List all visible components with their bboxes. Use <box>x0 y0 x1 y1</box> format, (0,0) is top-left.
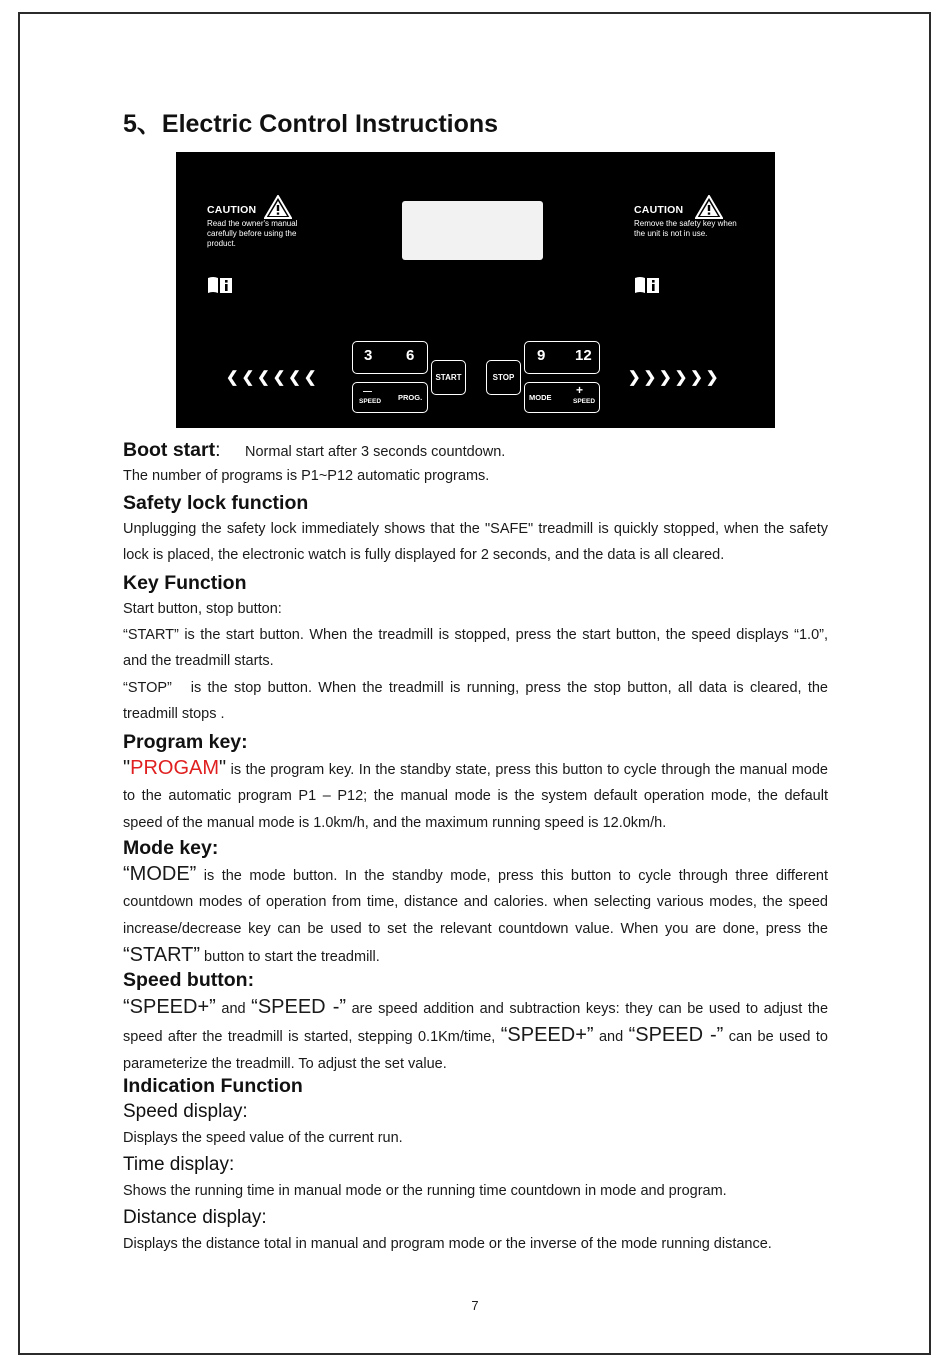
program-key-heading: Program key: <box>123 731 248 753</box>
distance-display-text: Displays the distance total in manual and program mode or the inverse of the mode running distance. <box>123 1236 772 1252</box>
caution-left-text: Read the owner's manual carefully before using the product. <box>207 219 298 248</box>
section-title: 5、Electric Control Instructions <box>123 110 499 138</box>
key-12-label: 12 <box>575 347 592 364</box>
key-3-label: 3 <box>364 347 373 364</box>
safety-lock-heading: Safety lock function <box>123 492 309 514</box>
key-mode-speed-plus[interactable] <box>524 382 600 413</box>
lcd-display <box>402 201 543 260</box>
warning-triangle-icon <box>264 195 292 219</box>
plus-icon: + <box>576 383 584 397</box>
minus-icon: — <box>363 386 372 396</box>
speed-button-text: “SPEED+” and “SPEED -” are speed addition and subtraction keys: they can be used to adjust the speed after the treadmill is started, stepping 0.1Km/time, “SPEED+” and “SPEED -” can be used to parameterize the treadmill. To adjust the set value. <box>123 996 829 1072</box>
caution-left-title: CAUTION <box>207 204 257 216</box>
left-arrows-icon: ❮❮❮❮❮❮ <box>226 369 320 386</box>
key-function-intro: Start button, stop button: <box>123 601 282 617</box>
start-button-description: “START” is the start button. When the treadmill is stopped, press the start button, the speed displays “1.0”, and the treadmill starts. <box>123 627 828 670</box>
time-display-text: Shows the running time in manual mode or the running time countdown in mode and program. <box>123 1183 727 1199</box>
progam-word: PROGAM <box>130 757 220 779</box>
distance-display-title: Distance display: <box>123 1207 267 1228</box>
program-key-text: "PROGAM" is the program key. In the standby state, press this button to cycle through the manual mode to the automatic program P1 – P12; the manual mode is the system default operation mode, the default speed of the manual mode is 1.0km/h, and the maximum running speed is 12.0km/h. <box>123 757 828 831</box>
indication-function-heading: Indication Function <box>123 1075 303 1097</box>
caution-right-text: Remove the safety key when the unit is not in use. <box>634 219 737 238</box>
key-speed-minus-prog[interactable] <box>352 382 428 413</box>
manual-info-icon <box>207 276 233 294</box>
control-panel-image <box>176 152 775 428</box>
key-function-heading: Key Function <box>123 572 247 594</box>
key-mode-label: MODE <box>529 393 552 402</box>
speed-display-text: Displays the speed value of the current run. <box>123 1130 403 1146</box>
caution-right <box>634 204 749 239</box>
key-6-label: 6 <box>406 347 415 364</box>
mode-key-text: “MODE” is the mode button. In the standby mode, press this button to cycle through three different countdown modes of operation from time, distance and calories. when selecting various modes, the speed increase/decrease key can be used to set the relevant countdown value. When you are done, press the “START” button to start the treadmill. <box>123 863 828 966</box>
key-prog-label: PROG. <box>398 393 423 402</box>
speed-display-title: Speed display: <box>123 1101 248 1122</box>
key-speed-minus-label: SPEED <box>359 398 382 405</box>
key-speed-plus-label: SPEED <box>573 398 596 405</box>
safety-lock-text: Unplugging the safety lock immediately shows that the "SAFE" treadmill is quickly stopped, when the safety lock is placed, the electronic watch is fully displayed for 2 seconds, and the data is all cleared. <box>123 521 828 564</box>
speed-button-heading: Speed button: <box>123 969 255 991</box>
programs-count-text: The number of programs is P1~P12 automatic programs. <box>123 468 490 484</box>
start-button[interactable]: START <box>431 360 466 395</box>
mode-key-heading: Mode key: <box>123 837 219 859</box>
stop-button-description: “STOP” is the stop button. When the treadmill is running, press the stop button, all data is cleared, the treadmill stops . <box>123 680 828 723</box>
caution-right-title: CAUTION <box>634 204 684 216</box>
time-display-title: Time display: <box>123 1154 235 1175</box>
boot-start-text: Normal start after 3 seconds countdown. <box>245 444 506 460</box>
stop-button[interactable]: STOP <box>486 360 521 395</box>
warning-triangle-icon <box>695 195 723 219</box>
key-3-6[interactable] <box>352 341 428 374</box>
key-9-12[interactable] <box>524 341 600 374</box>
key-9-label: 9 <box>537 347 546 364</box>
page-number: 7 <box>471 1298 479 1313</box>
boot-start-heading: Boot start: <box>123 439 221 461</box>
manual-info-icon <box>634 276 660 294</box>
right-arrows-icon: ❯❯❯❯❯❯ <box>628 369 722 386</box>
